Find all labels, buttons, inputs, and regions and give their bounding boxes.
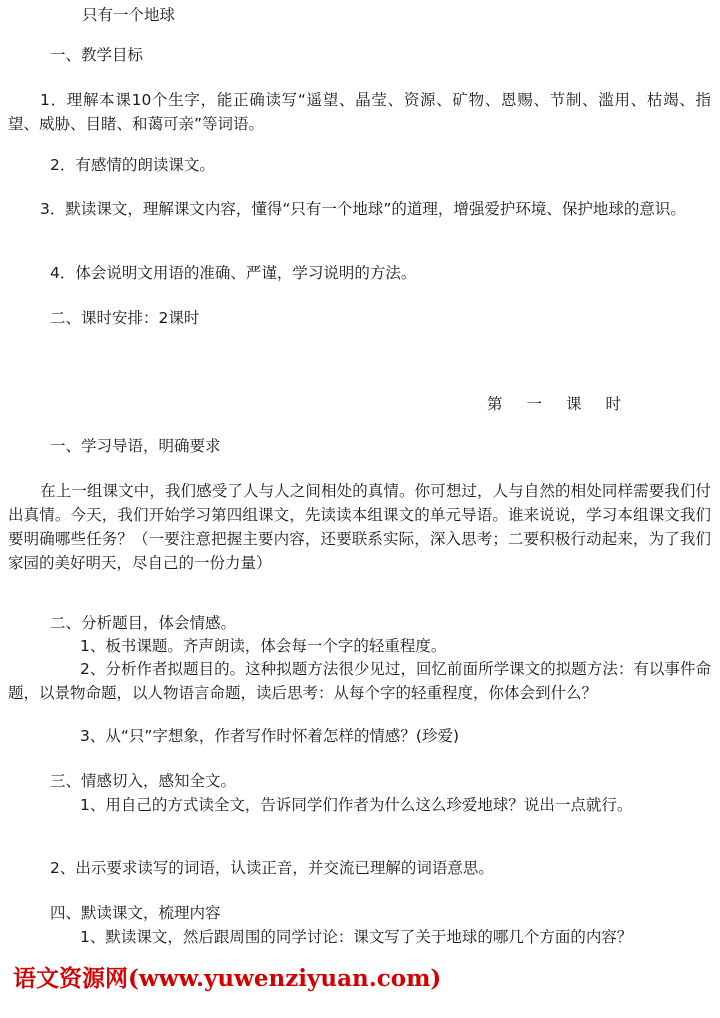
step-2-heading: 二、分析题目，体会情感。 (50, 614, 237, 632)
lesson-title: 第一课时 (487, 395, 646, 413)
step-4-item-1: 1、默读课文，然后跟周围的同学讨论：课文写了关于地球的哪几个方面的内容？ (80, 928, 633, 946)
site-watermark: 语文资源网(www.yuwenziyuan.com) (13, 965, 442, 992)
goal-2: 2．有感情的朗读课文。 (50, 156, 215, 174)
goal-3: 3．默读课文，理解课文内容，懂得“只有一个地球”的道理，增强爱护环境、保护地球的意识。 (40, 200, 686, 218)
document-title: 只有一个地球 (82, 6, 176, 24)
goals-heading: 一、教学目标 (50, 46, 144, 64)
schedule-line: 二、课时安排：2课时 (50, 309, 200, 327)
step-2-item-3: 3、从“只”字想象，作者写作时怀着怎样的情感？(珍爱) (80, 727, 460, 745)
step-3-item-2: 2、出示要求读写的词语，认读正音，并交流已理解的词语意思。 (50, 859, 494, 877)
step-2-item-1: 1、板书课题。齐声朗读，体会每一个字的轻重程度。 (80, 637, 447, 655)
goal-4: 4．体会说明文用语的准确、严谨，学习说明的方法。 (50, 264, 417, 282)
goal-1: 1．理解本课10个生字，能正确读写“遥望、晶莹、资源、矿物、恩赐、节制、滥用、枯竭、指望、威胁、目睹、和蔼可亲”等词语。 (8, 91, 711, 133)
step-3-heading: 三、情感切入，感知全文。 (50, 772, 237, 790)
step-1-heading: 一、学习导语，明确要求 (50, 437, 221, 455)
step-3-item-1: 1、用自己的方式读全文，告诉同学们作者为什么这么珍爱地球？说出一点就行。 (80, 796, 633, 814)
step-2-item-2: 2、分析作者拟题目的。这种拟题方法很少见过，回忆前面所学课文的拟题方法：有以事件命题，以景物命题，以人物语言命题，读后思考：从每个字的轻重程度，你体会到什么？ (8, 660, 711, 702)
step-4-heading: 四、默读课文，梳理内容 (50, 904, 221, 922)
step-1-text: 在上一组课文中，我们感受了人与人之间相处的真情。你可想过，人与自然的相处同样需要我们付出真情。今天，我们开始学习第四组课文，先读读本组课文的单元导语。谁来说说，学习本组课文我们要明确哪些任务？（一要注意把握主要内容，还要联系实际，深入思考；二要积极行动起来，为了我们家园的美好明天，尽自己的一份力量） (8, 482, 711, 572)
